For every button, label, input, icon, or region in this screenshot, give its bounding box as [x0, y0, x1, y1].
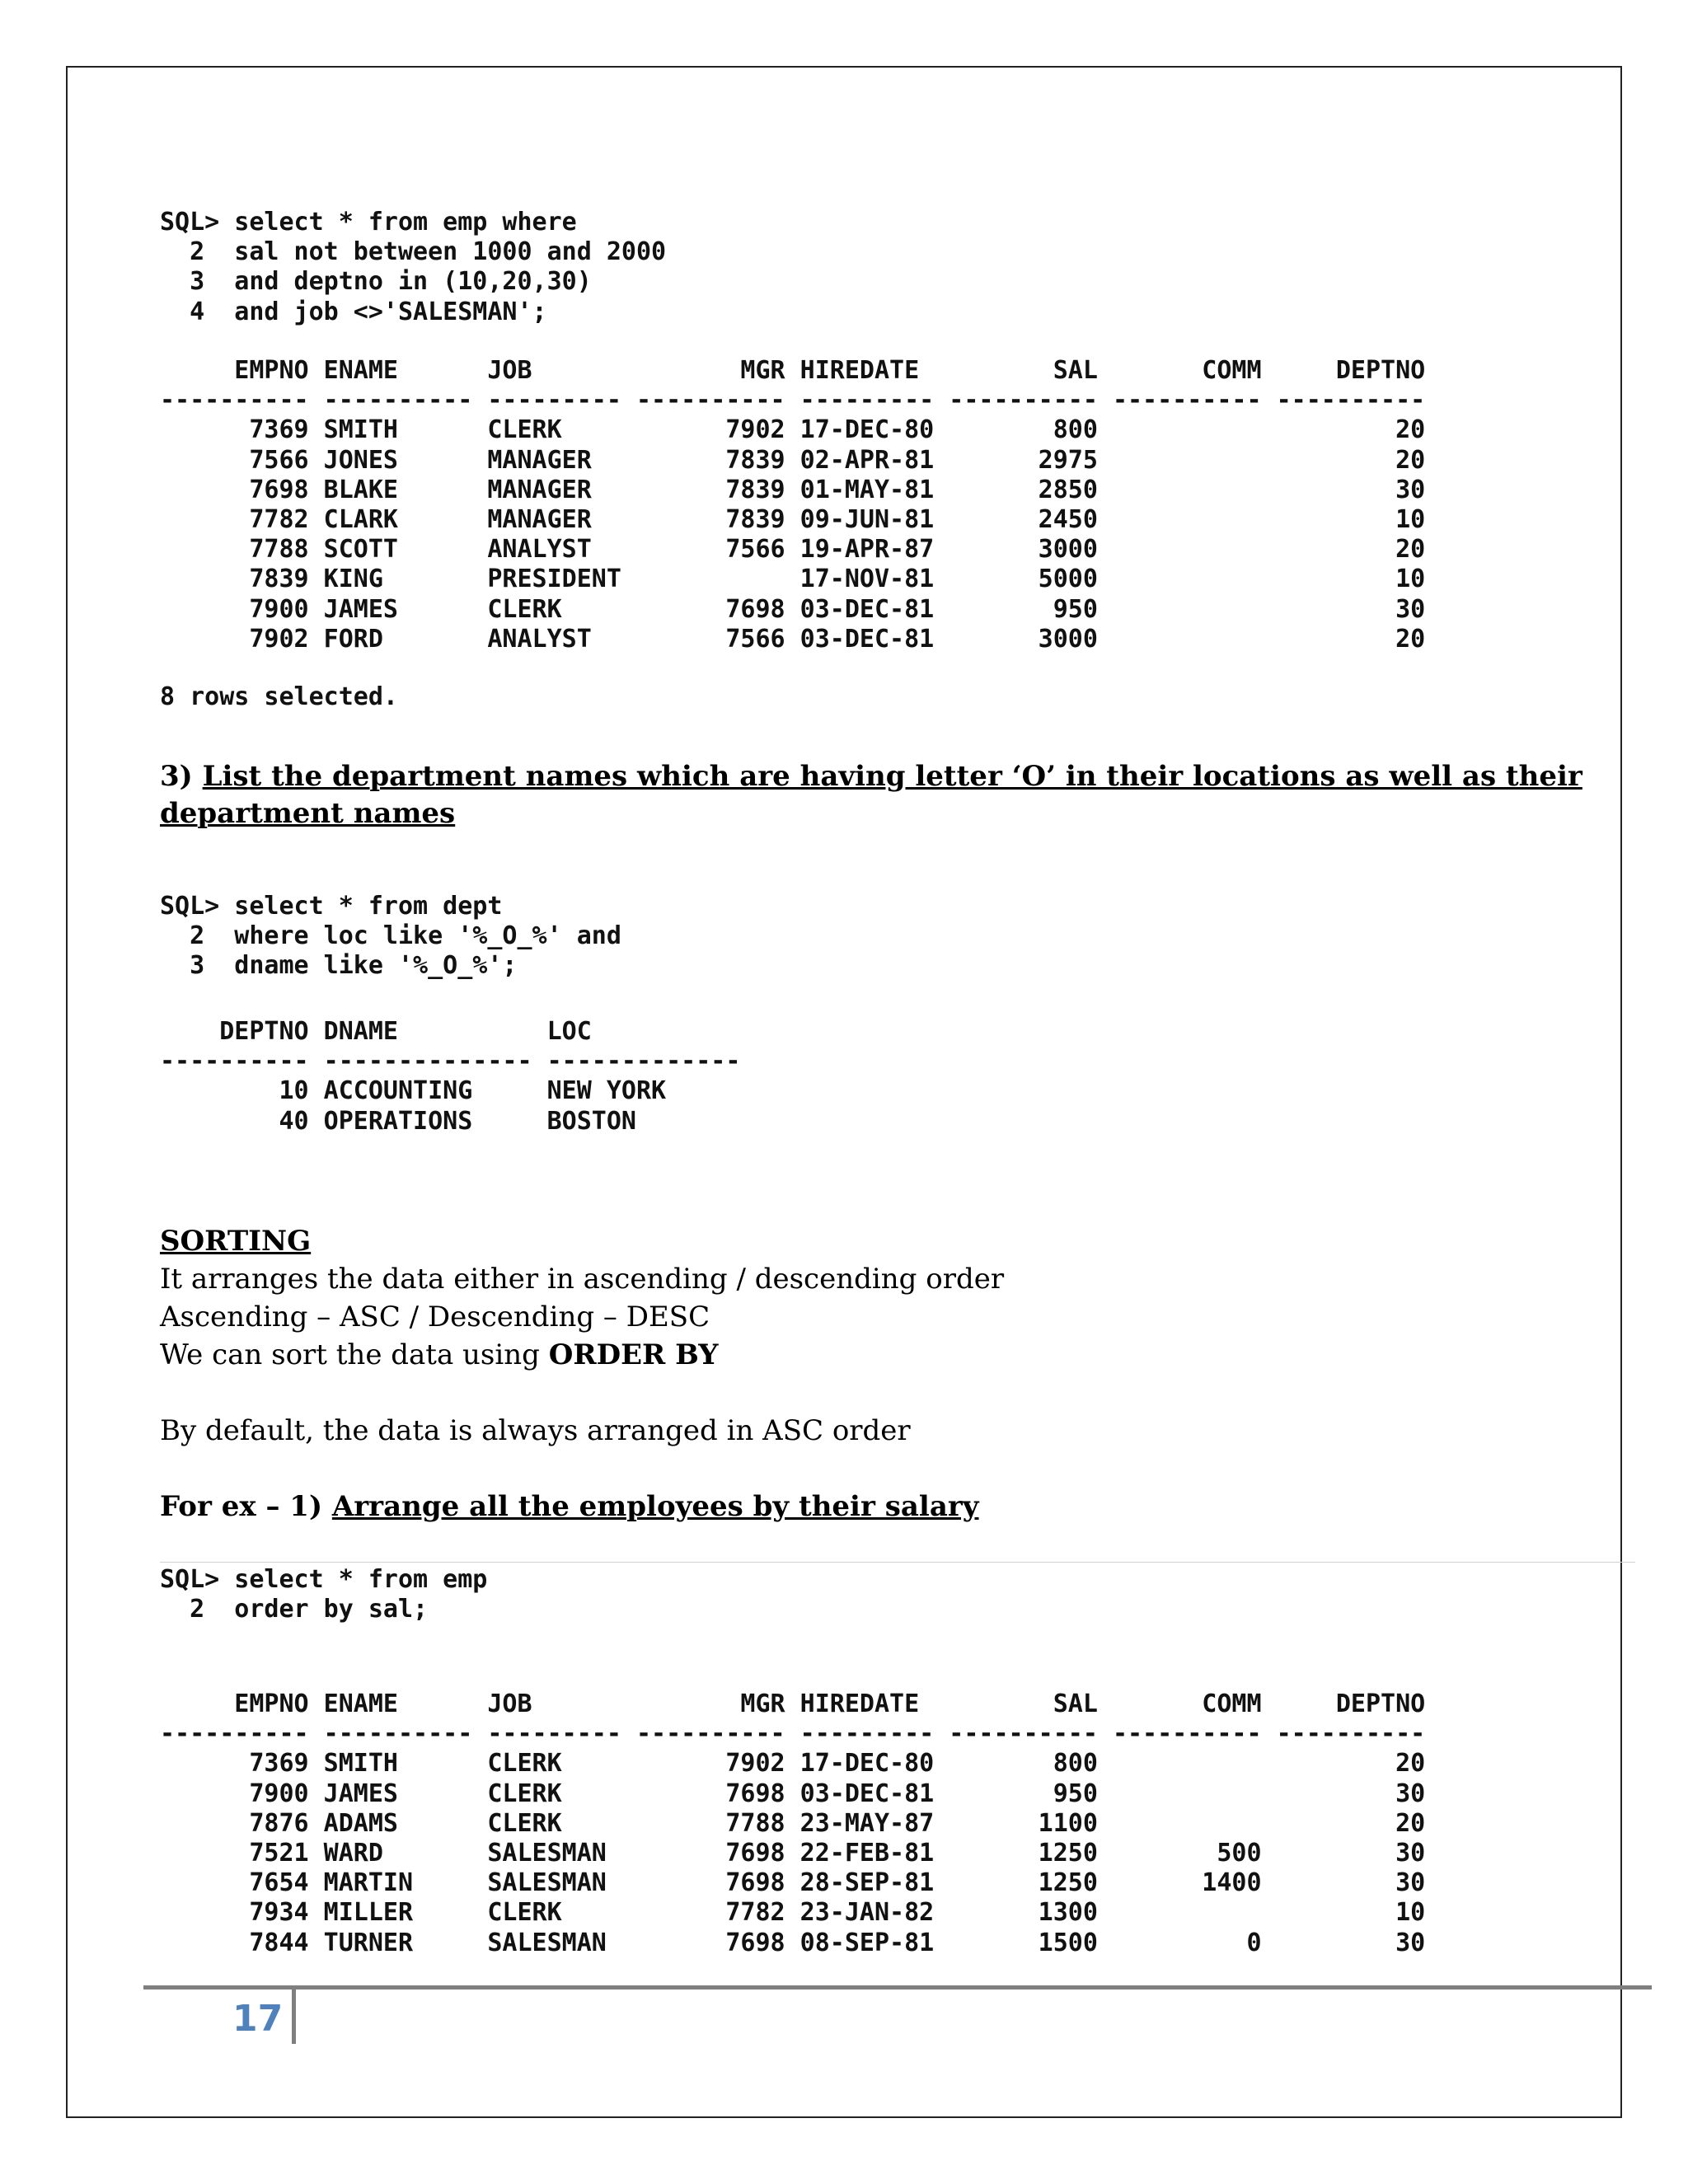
footer-rule: [143, 1985, 1652, 1990]
example-1-label: For ex – 1): [160, 1490, 332, 1523]
screenshot-top-rule: [160, 1562, 1635, 1563]
example-1: [160, 1488, 1643, 1526]
sorting-heading: SORTING: [160, 1225, 312, 1258]
question-3-number: 3): [160, 760, 203, 793]
document-page: [66, 66, 1622, 2118]
sorting-line-3-text: We can sort the data using: [160, 1338, 549, 1371]
result-table-1: EMPNO ENAME JOB MGR HIREDATE SAL COMM DEPTNO ---------- ---------- --------- ---------- --------- ---------- ---------- ---------- 7369 SMITH CLERK 7902 17-DEC-80 800 20 7566 JONES MANAGER 7839 02-APR-81 2975 20 7698 BLAKE MANAGER 7839 01-MAY-81 2850 30 7782 CLARK MANAGER 7839 09-JUN-81 2450 10 7788 SCOTT ANALYST 7566 19-APR-87 3000 20 7839 KING PRESIDENT 17-NOV-81 5000 10 7900 JAMES CLERK 7698 03-DEC-81 950 30 7902 FORD ANALYST 7566 03-DEC-81 3000 20: [160, 356, 1426, 654]
order-by-keyword: ORDER BY: [548, 1338, 719, 1371]
footer-divider: [292, 1986, 296, 2044]
sql-query-1: SQL> select * from emp where 2 sal not between 1000 and 2000 3 and deptno in (10,20,30) 4 and job <>'SALESMAN';: [160, 208, 667, 326]
sorting-line-4: By default, the data is always arranged in ASC order: [160, 1414, 911, 1447]
sorting-line-3: [160, 1337, 1643, 1374]
page-number: 17: [232, 1998, 284, 2040]
question-3-text: List the department names which are having letter ‘O’ in their locations as well as their department names: [160, 760, 1582, 830]
sorting-line-2: Ascending – ASC / Descending – DESC: [160, 1301, 710, 1333]
sorting-line-1: It arranges the data either in ascending / descending order: [160, 1263, 1005, 1296]
rows-selected-note: 8 rows selected.: [160, 682, 398, 711]
question-3: [160, 758, 1643, 832]
result-table-2: DEPTNO DNAME LOC ---------- -------------- ------------- 10 ACCOUNTING NEW YORK 40 OPERATIONS BOSTON: [160, 1017, 741, 1136]
result-table-3: EMPNO ENAME JOB MGR HIREDATE SAL COMM DEPTNO ---------- ---------- --------- ---------- --------- ---------- ---------- ---------- 7369 SMITH CLERK 7902 17-DEC-80 800 20 7900 JAMES CLERK 7698 03-DEC-81 950 30 7876 ADAMS CLERK 7788 23-MAY-87 1100 20 7521 WARD SALESMAN 7698 22-FEB-81 1250 500 30 7654 MARTIN SALESMAN 7698 28-SEP-81 1250 1400 30 7934 MILLER CLERK 7782 23-JAN-82 1300 10 7844 TURNER SALESMAN 7698 08-SEP-81 1500 0 30: [160, 1690, 1426, 1957]
sql-query-2: SQL> select * from dept 2 where loc like '%_O_%' and 3 dname like '%_O_%';: [160, 892, 621, 981]
sql-query-3: SQL> select * from emp 2 order by sal;: [160, 1565, 488, 1624]
example-1-text: Arrange all the employees by their salary: [331, 1490, 979, 1523]
